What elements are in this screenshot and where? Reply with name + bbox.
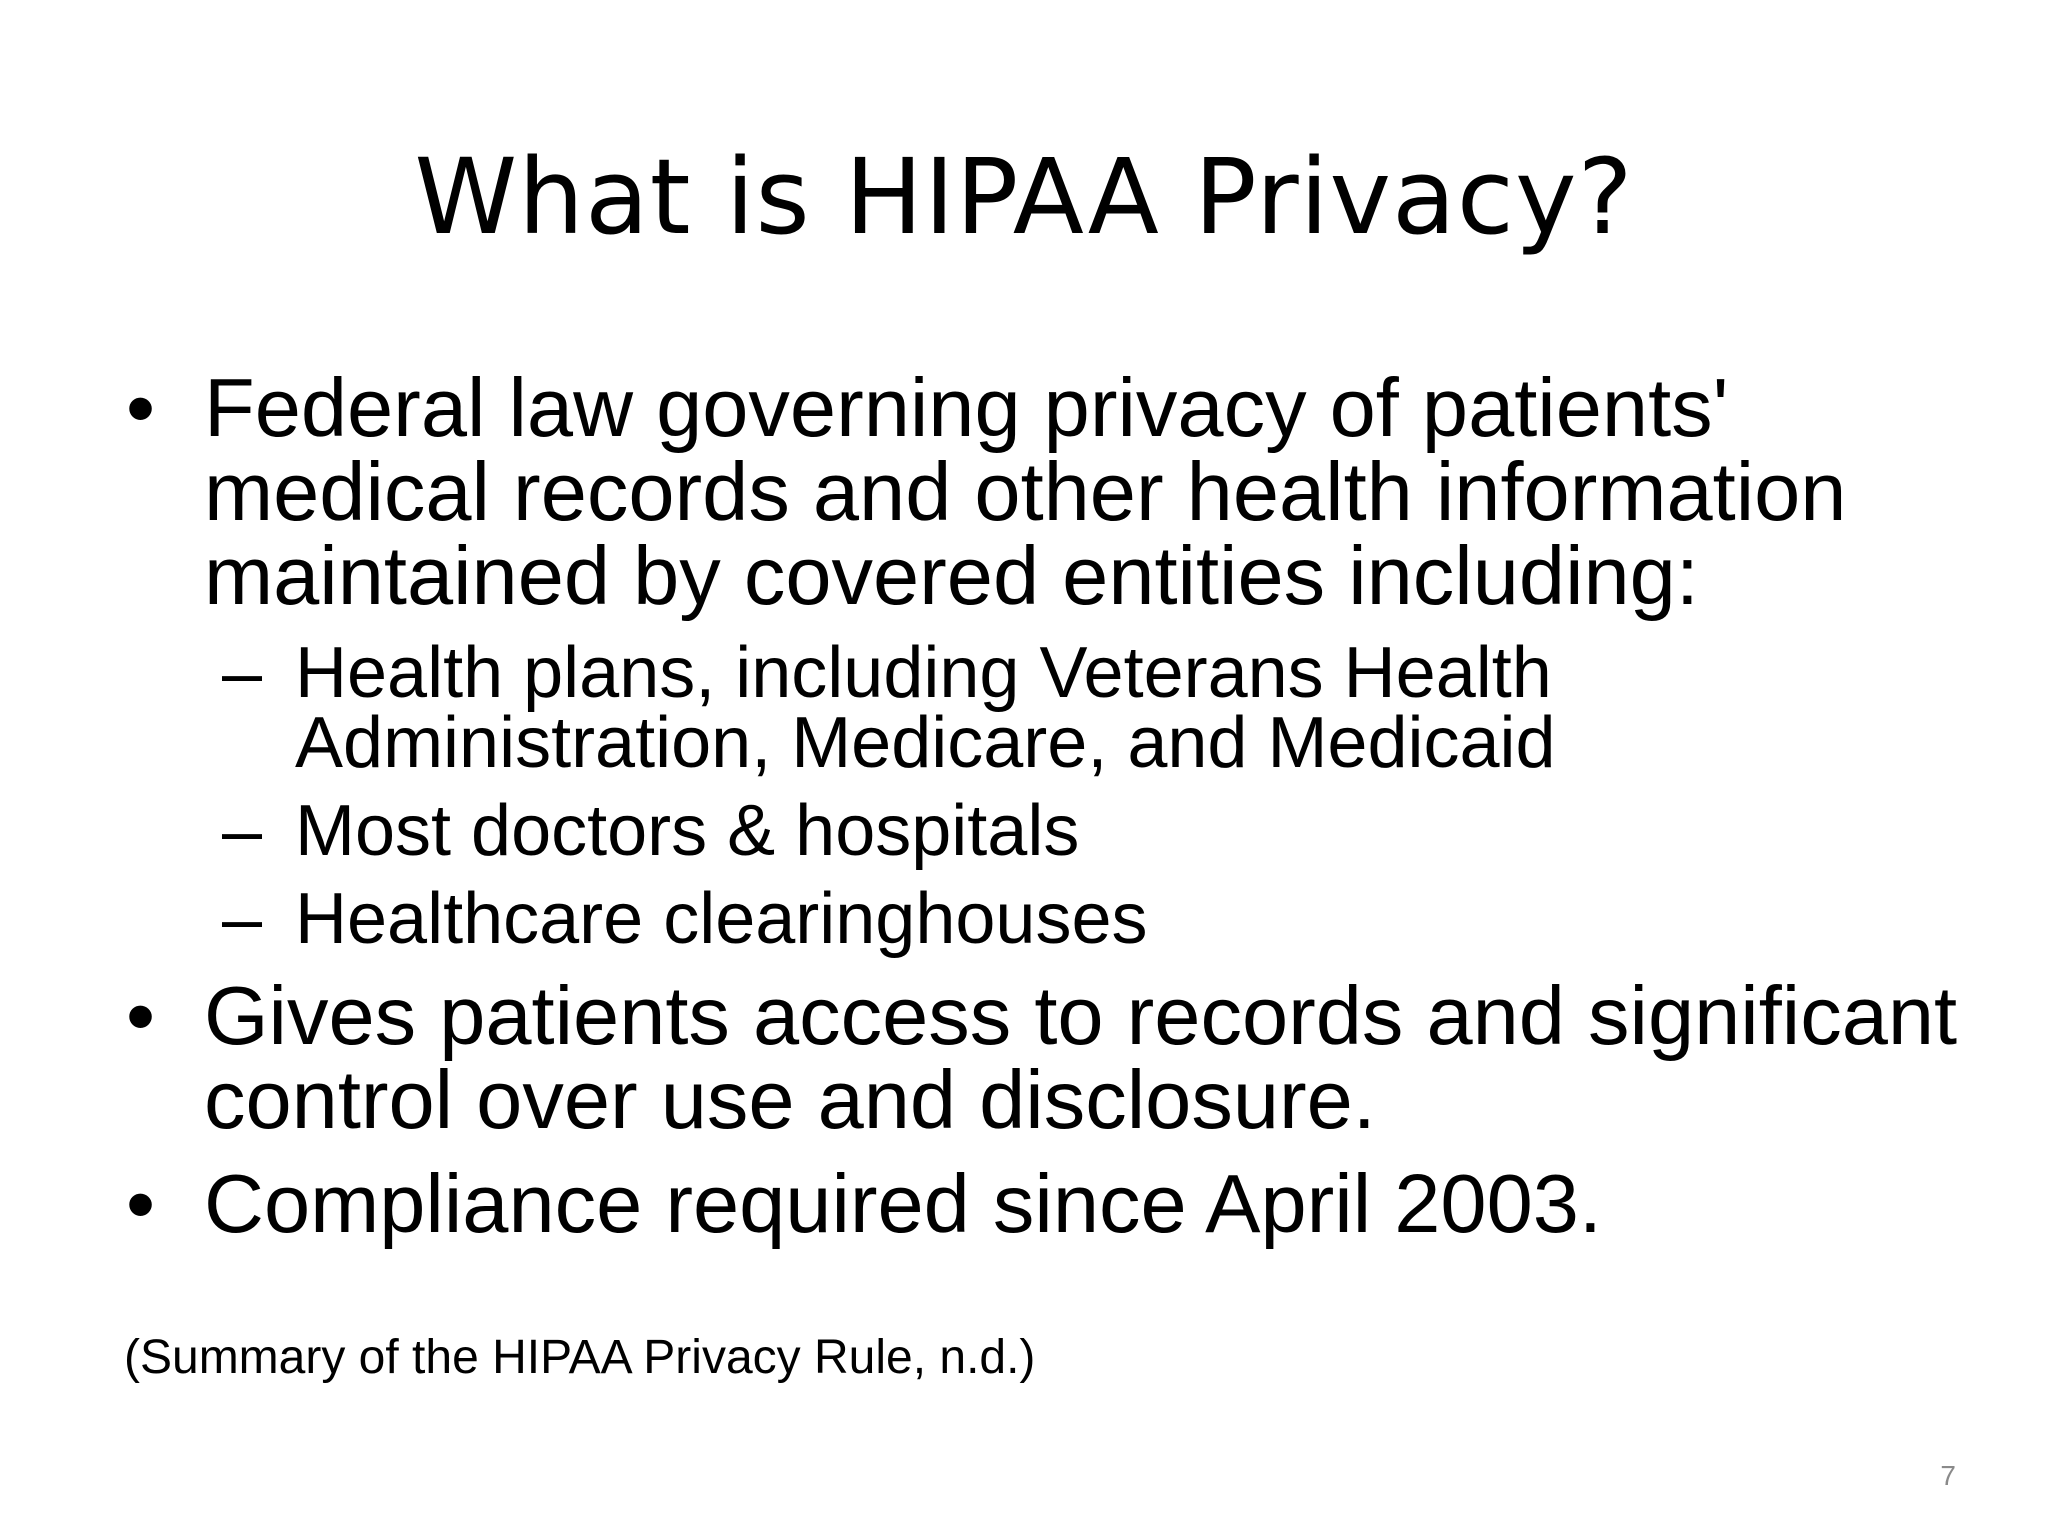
bullet-item-patient-access [120,969,1980,1146]
page-number: 7 [1940,1460,1956,1491]
subbullet-text: Most doctors & hospitals [295,791,1080,871]
bullet-item-federal-law [120,361,1980,622]
bullet-text: Compliance required since April 2003. [204,1157,1602,1250]
subbullet-text: Healthcare clearinghouses [295,879,1148,959]
subbullet-item-clearinghouses [120,879,1980,959]
subbullet-marker: – [222,791,263,871]
bullet-item-compliance [120,1157,1980,1250]
subbullet-item-doctors [120,791,1980,871]
bullet-list [120,361,1980,1250]
bullet-marker: • [126,361,156,454]
citation: (Summary of the HIPAA Privacy Rule, n.d.) [124,1331,1036,1384]
subbullet-marker: – [222,633,263,713]
bullet-text: Federal law governing privacy of patients' medical records and other health information maintained by covered entities including: [204,361,1847,622]
bullet-marker: • [126,969,156,1062]
subbullet-marker: – [222,879,263,959]
bullet-marker: • [126,1157,156,1250]
bullet-text: Gives patients access to records and significant control over use and disclosure. [204,969,1958,1146]
subbullet-item-health-plans [120,633,1980,783]
subbullet-text: Health plans, including Veterans Health Administration, Medicare, and Medicaid [295,633,1556,783]
slide-title: What is HIPAA Privacy? [414,136,1634,258]
